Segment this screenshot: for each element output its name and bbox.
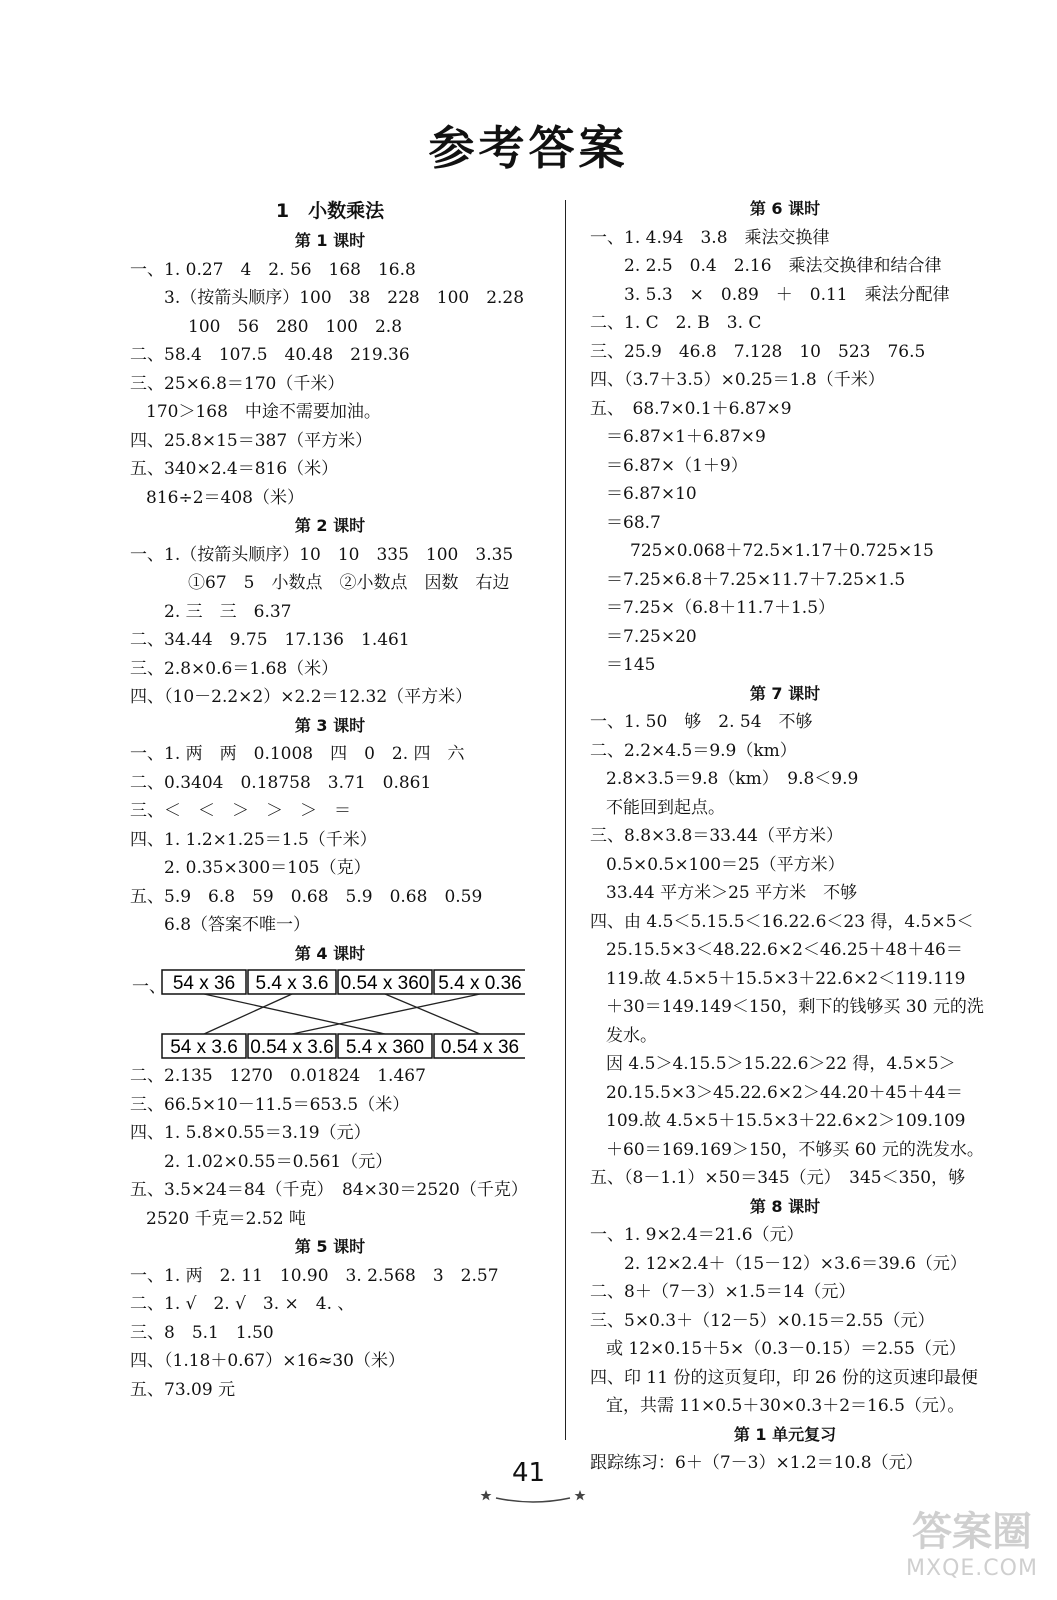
answer-line: 五、73.09 元 [130, 1379, 236, 1400]
right-column [590, 195, 984, 1478]
top-row-expression: 54 x 36 [172, 973, 236, 994]
section-heading: 第 1 课时 [294, 231, 366, 250]
answer-line: 二、2.2×4.5＝9.9（km） [590, 740, 797, 761]
answer-line: ＝68.7 [606, 512, 661, 533]
answer-line: 一、1. 4.94 3.8 乘法交换律 [590, 227, 830, 248]
answer-line: 五、（8－1.1）×50＝345（元） 345＜350，够 [590, 1168, 966, 1188]
answer-line: 三、25×6.8＝170（千米） [130, 373, 345, 394]
page-number-ornament [478, 1484, 588, 1506]
answer-line: 二、1. √ 2. √ 3. × 4. 、 [130, 1294, 355, 1314]
answer-line: 二、0.3404 0.18758 3.71 0.861 [130, 772, 432, 793]
answer-line: 三、8 5.1 1.50 [130, 1322, 274, 1343]
answer-line: 33.44 平方米＞25 平方米 不够 [606, 883, 858, 903]
answer-line: ＝7.25×6.8＋7.25×11.7＋7.25×1.5 [606, 569, 906, 590]
answer-line: 不能回到起点。 [606, 797, 725, 818]
left-column [130, 195, 530, 1404]
answer-line: 一、1.（按箭头顺序）10 10 335 100 3.35 [130, 544, 514, 565]
section-heading: 第 1 单元复习 [733, 1424, 837, 1444]
matching-boxes [130, 968, 530, 1062]
answer-line: 四、（1.18＋0.67）×16≈30（米） [130, 1351, 405, 1371]
answer-line: 2. 1.02×0.55＝0.561（元） [164, 1151, 393, 1172]
top-row-expression: 5.4 x 0.36 [438, 973, 522, 994]
answer-line: 五、 68.7×0.1＋6.87×9 [590, 398, 792, 419]
answer-line: 170＞168 中途不需要加油。 [146, 402, 381, 422]
top-row-expression: 5.4 x 3.6 [255, 973, 329, 994]
answer-line: 发水。 [606, 1025, 657, 1046]
answer-line: 四、1. 5.8×0.55＝3.19（元） [130, 1123, 371, 1143]
answer-line: 2. 0.35×300＝105（克） [164, 858, 371, 878]
answer-line: 0.5×0.5×100＝25（平方米） [606, 854, 845, 875]
answer-line: 四、（10－2.2×2）×2.2＝12.32（平方米） [130, 687, 473, 707]
answer-line: 一、1. 0.27 4 2. 56 168 16.8 [130, 259, 416, 280]
matching-line [292, 994, 480, 1034]
answer-line: 四、25.8×15＝387（平方米） [130, 430, 373, 451]
column-divider [565, 200, 566, 1440]
answer-line: 2. 三 三 6.37 [164, 601, 292, 622]
top-row-expression: 0.54 x 360 [340, 973, 430, 994]
answer-line: 109.故 4.5×5＋15.5×3＋22.6×2＞109.109 [606, 1111, 966, 1131]
star-icon [481, 1490, 492, 1500]
section-heading: 第 4 课时 [294, 943, 366, 963]
answer-line: 四、（3.7＋3.5）×0.25＝1.8（千米） [590, 370, 885, 390]
section-heading: 第 3 课时 [294, 715, 366, 735]
answer-line: ＝6.87×10 [606, 484, 697, 504]
answer-line: 20.15.5×3＞45.22.6×2＞44.20＋45＋44＝ [606, 1082, 963, 1103]
section-heading: 第 5 课时 [294, 1237, 366, 1256]
answer-line: 三、5×0.3＋（12－5）×0.15＝2.55（元） [590, 1310, 935, 1331]
answer-line: ＝145 [606, 655, 656, 675]
star-icon [575, 1490, 586, 1500]
answer-line: ＋30＝149.149＜150，剩下的钱够买 30 元的洗 [606, 997, 984, 1017]
answer-line: 25.15.5×3＜48.22.6×2＜46.25＋48＋46＝ [606, 940, 963, 960]
answer-line: ①67 5 小数点 ②小数点 因数 右边 [188, 573, 510, 593]
answer-line: 宜，共需 11×0.5＋30×0.3＋2＝16.5（元）。 [606, 1396, 965, 1416]
answer-line: 二、8＋（7－3）×1.5＝14（元） [590, 1282, 856, 1302]
section-heading: 1 小数乘法 [275, 200, 385, 222]
swoosh-line [496, 1498, 570, 1502]
answer-line: 6.8（答案不唯一） [164, 915, 311, 935]
section-heading: 第 8 课时 [749, 1196, 821, 1216]
answer-line: 2. 12×2.4＋（15－12）×3.6＝39.6（元） [624, 1253, 967, 1274]
answer-line: 二、58.4 107.5 40.48 219.36 [130, 345, 410, 365]
answer-line: 三、25.9 46.8 7.128 10 523 76.5 [590, 341, 926, 362]
section-heading: 第 7 课时 [749, 683, 821, 703]
answer-line: 二、2.135 1270 0.01824 1.467 [130, 1066, 426, 1086]
answer-line: 四、印 11 份的这页复印，印 26 份的这页速印最便 [590, 1367, 978, 1388]
answer-line: 三、66.5×10－11.5＝653.5（米） [130, 1094, 410, 1115]
answer-line: 816÷2＝408（米） [146, 487, 304, 508]
matching-diagram [160, 968, 525, 1062]
matching-label: 一、 [132, 977, 166, 997]
answer-line: 三、＜ ＜ ＞ ＞ ＞ ＝ [130, 801, 351, 821]
answer-line: ＋60＝169.169＞150，不够买 60 元的洗发水。 [606, 1139, 984, 1160]
answer-line: 二、1. C 2. B 3. C [590, 313, 762, 333]
answer-line: 一、1. 9×2.4＝21.6（元） [590, 1225, 804, 1245]
answer-line: 因 4.5＞4.15.5＞15.22.6＞22 得，4.5×5＞ [606, 1054, 956, 1074]
bottom-row-expression: 0.54 x 3.6 [250, 1037, 334, 1058]
section-heading: 第 2 课时 [294, 516, 366, 535]
answer-line: 2. 2.5 0.4 2.16 乘法交换律和结合律 [624, 256, 942, 276]
answer-line: ＝7.25×（6.8＋11.7＋1.5） [606, 598, 836, 618]
answer-line: 五、5.9 6.8 59 0.68 5.9 0.68 0.59 [130, 886, 483, 907]
answer-line: 三、8.8×3.8＝33.44（平方米） [590, 826, 843, 846]
answer-line: 三、2.8×0.6＝1.68（米） [130, 658, 339, 679]
answer-line: 二、34.44 9.75 17.136 1.461 [130, 630, 410, 650]
bottom-row-expression: 5.4 x 360 [345, 1037, 425, 1058]
watermark-logo-text: 答案圈 [912, 1509, 1032, 1555]
answer-line: 四、由 4.5＜5.15.5＜16.22.6＜23 得，4.5×5＜ [590, 911, 974, 932]
watermark-url: MXQE.COM [906, 1556, 1038, 1581]
bottom-row-expression: 0.54 x 36 [440, 1037, 520, 1058]
answer-line: 3.（按箭头顺序）100 38 228 100 2.28 [164, 288, 525, 308]
answer-line: 100 56 280 100 2.8 [188, 316, 403, 337]
answer-line: 725×0.068＋72.5×1.17＋0.725×15 [630, 541, 934, 561]
answer-line: 119.故 4.5×5＋15.5×3＋22.6×2＜119.119 [606, 968, 966, 989]
page-number: 41 [511, 1458, 546, 1488]
matching-line [385, 994, 480, 1034]
answer-line: 跟踪练习：6＋（7－3）×1.2＝10.8（元） [590, 1453, 923, 1473]
answer-line: 一、1. 50 够 2. 54 不够 [590, 712, 813, 732]
answer-line: ＝7.25×20 [606, 626, 697, 647]
answer-line: ＝6.87×（1＋9） [606, 455, 748, 476]
answer-line: 五、340×2.4＝816（米） [130, 459, 339, 479]
answer-line: 3. 5.3 × 0.89 ＋ 0.11 乘法分配律 [624, 284, 950, 305]
matching-line [204, 994, 292, 1034]
answer-line: 2.8×3.5＝9.8（km） 9.8＜9.9 [606, 769, 859, 789]
answer-line: ＝6.87×1＋6.87×9 [606, 427, 766, 447]
matching-line [204, 994, 385, 1034]
site-watermark [897, 1508, 1047, 1588]
answer-line: 一、1. 两 两 0.1008 四 0 2. 四 六 [130, 744, 465, 764]
answer-line: 一、1. 两 2. 11 10.90 3. 2.568 3 2.57 [130, 1265, 499, 1286]
answer-line: 2520 千克＝2.52 吨 [146, 1208, 306, 1229]
answer-line: 四、1. 1.2×1.25＝1.5（千米） [130, 829, 377, 850]
bottom-row-expression: 54 x 3.6 [170, 1037, 238, 1058]
answer-line: 五、3.5×24＝84（千克） 84×30＝2520（千克） [130, 1180, 528, 1200]
section-heading: 第 6 课时 [749, 199, 821, 218]
answer-line: 或 12×0.15＋5×（0.3－0.15）＝2.55（元） [606, 1339, 966, 1359]
page-title: 参考答案 [428, 121, 629, 175]
